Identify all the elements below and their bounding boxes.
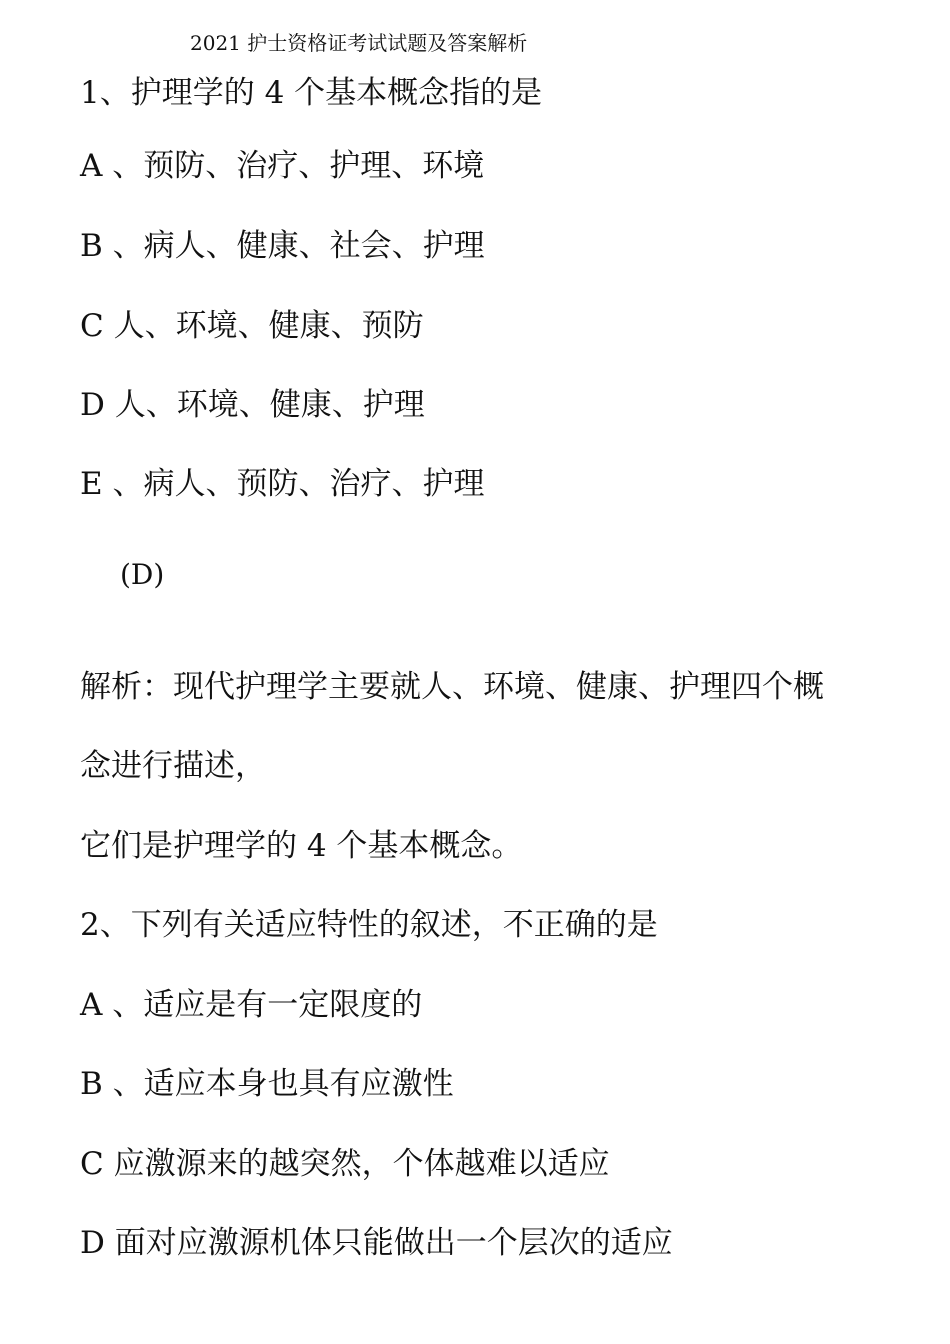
question-1-stem: 1、护理学的 4 个基本概念指的是 xyxy=(80,75,543,111)
question-2-stem: 2、下列有关适应特性的叙述，不正确的是 xyxy=(80,907,658,943)
question-2-option-d: D 面对应激源机体只能做出一个层次的适应 xyxy=(80,1225,673,1261)
question-2-option-c: C 应激源来的越突然，个体越难以适应 xyxy=(80,1146,610,1182)
question-1-option-d: D 人、环境、健康、护理 xyxy=(80,387,425,423)
question-1-analysis-line-3: 它们是护理学的 4 个基本概念。 xyxy=(80,828,523,864)
question-1-option-c: C 人、环境、健康、预防 xyxy=(80,308,424,344)
question-1-option-e: E 、病人、预防、治疗、护理 xyxy=(80,466,485,502)
question-1-option-b: B 、病人、健康、社会、护理 xyxy=(80,228,485,264)
document-title: 2021 护士资格证考试试题及答案解析 xyxy=(190,31,528,55)
question-1-answer: (D) xyxy=(120,558,165,591)
question-1-analysis-line-2: 念进行描述， xyxy=(80,748,266,784)
question-1-option-a: A 、预防、治疗、护理、环境 xyxy=(80,148,485,184)
question-2-option-a: A 、适应是有一定限度的 xyxy=(80,987,423,1023)
question-2-option-b: B 、适应本身也具有应激性 xyxy=(80,1066,454,1102)
question-1-analysis-line-1: 解析：现代护理学主要就人、环境、健康、护理四个概 xyxy=(80,669,824,705)
